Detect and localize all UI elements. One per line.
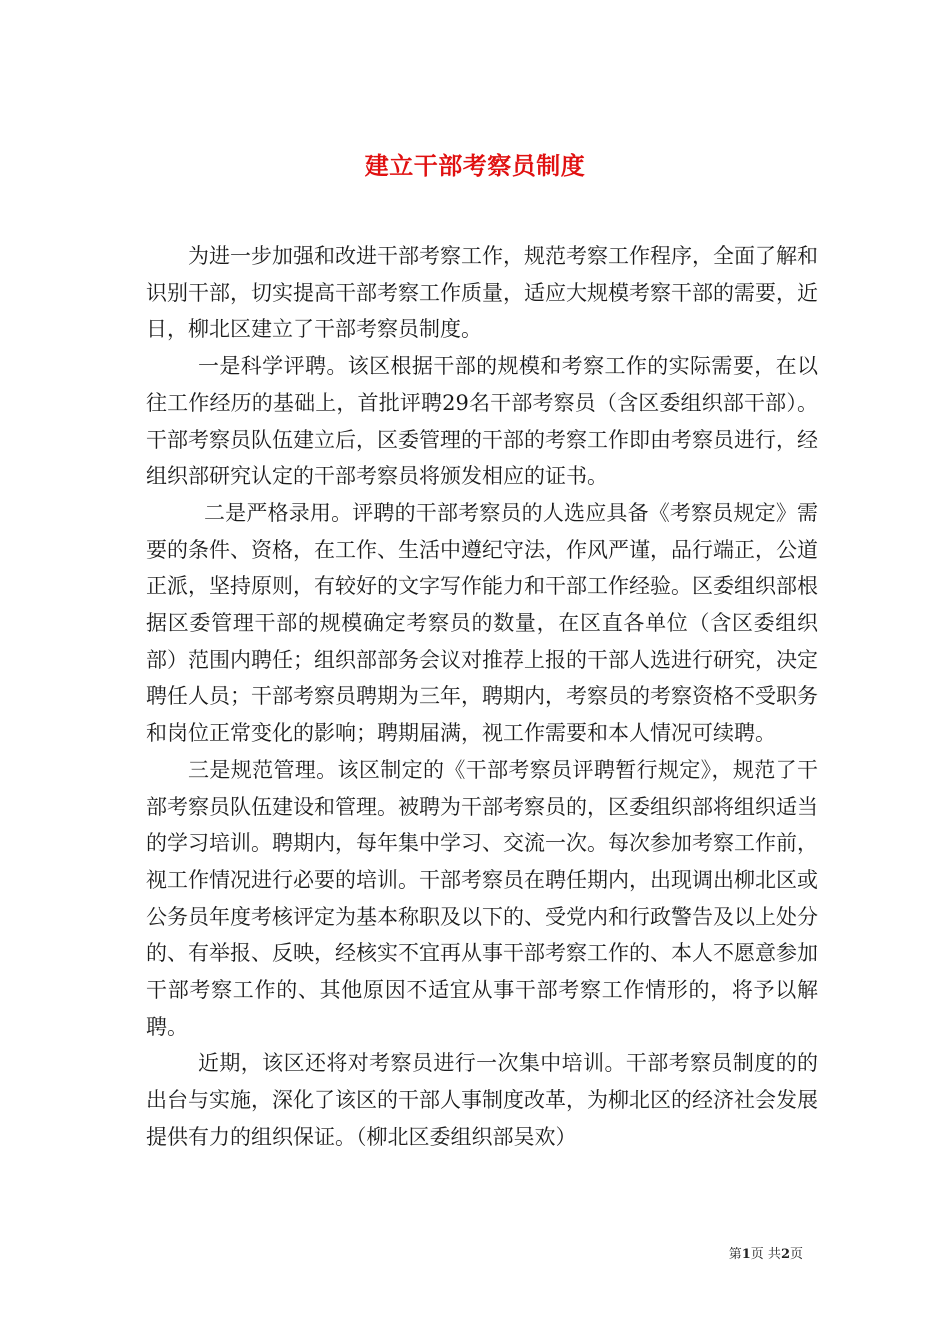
document-title: 建立干部考察员制度 — [364, 151, 586, 181]
paragraph-selection: 二是严格录用。评聘的干部考察员的人选应具备《考察员规定》需要的条件、资格，在工作、生活中遵纪守法，作风严谨，品行端正，公道正派，坚持原则，有较好的文字写作能力和干部工作经验。区委组织部根据区委管理干部的规模确定考察员的数量，在区直各单位（含区委组织部）范围内聘任；组织部部务会议对推荐上报的干部人选进行研究，决定聘任人员；干部考察员聘期为三年，聘期内，考察员的考察资格不受职务和岗位正常变化的影响；聘期届满，视工作需要和本人情况可续聘。 — [146, 500, 818, 746]
paragraph-conclusion: 近期，该区还将对考察员进行一次集中培训。干部考察员制度的的出台与实施，深化了该区的干部人事制度改革，为柳北区的经济社会发展提供有力的组织保证。（柳北区委组织部吴欢） — [146, 1051, 818, 1149]
document-body — [146, 238, 818, 1156]
paragraph-intro: 为进一步加强和改进干部考察工作，规范考察工作程序，全面了解和识别干部，切实提高干部考察工作质量，适应大规模考察干部的需要，近日，柳北区建立了干部考察员制度。 — [146, 244, 818, 342]
footer-suffix: 页 — [789, 1247, 803, 1262]
paragraph-management: 三是规范管理。该区制定的《干部考察员评聘暂行规定》，规范了干部考察员队伍建设和管理。被聘为干部考察员的，区委组织部将组织适当的学习培训。聘期内，每年集中学习、交流一次。每次参加考察工作前，视工作情况进行必要的培训。干部考察员在聘任期内，出现调出柳北区或公务员年度考核评定为基本称职及以下的、受党内和行政警告及以上处分的、有举报、反映，经核实不宜再从事干部考察工作的、本人不愿意参加干部考察工作的、其他原因不适宜从事干部考察工作情形的，将予以解聘。 — [146, 757, 818, 1039]
paragraph-recruitment: 一是科学评聘。该区根据干部的规模和考察工作的实际需要，在以往工作经历的基础上，首批评聘29名干部考察员（含区委组织部干部）。干部考察员队伍建立后，区委管理的干部的考察工作即由考察员进行，经组织部研究认定的干部考察员将颁发相应的证书。 — [146, 354, 818, 489]
total-pages-number: 2 — [780, 1247, 790, 1262]
footer-prefix: 第 — [728, 1247, 742, 1262]
page-number-footer — [0, 1246, 803, 1264]
current-page-number: 1 — [741, 1247, 751, 1262]
footer-middle: 页 共 — [750, 1247, 781, 1262]
